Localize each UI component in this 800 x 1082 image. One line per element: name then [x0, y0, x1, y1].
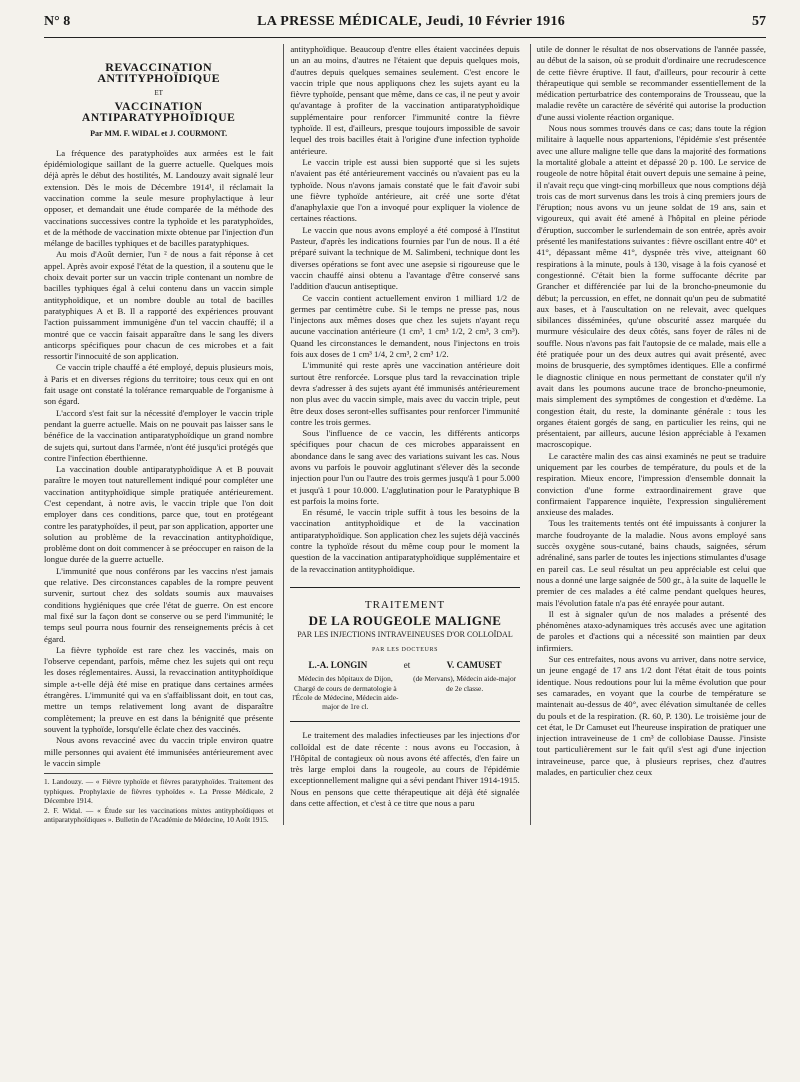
- article-heading-box: [290, 587, 519, 722]
- paragraph: Au mois d'Août dernier, l'un ² de nous a fait réponse à cet appel. Après avoir exposé l'état de la question, il a soutenu que le choix devait porter sur un vaccin triple contenant un nombre de bacilles typhiques égal à celui contenu dans un vaccin simple antityphoïdique, et un nombre double au total de bacilles paratyphiques A et B. Il a rapporté des expériences prouvant l'action puissamment immunigène d'un tel vaccin chauffé; il a montré que ce vaccin faisait apparaître dans le sang les divers anticorps spécifiques pour chacun de ces microbes et a fait ressortir l'innocuité de son application.: [44, 249, 274, 362]
- paragraph: L'accord s'est fait sur la nécessité d'employer le vaccin triple pendant la guerre actuelle. Mais on ne pouvait pas laisser sans le bénéfice de la vaccination antiparatyphoïdique un grand nombre de sujets qui, surtout dans l'armée, n'ont été jusqu'ici protégés que contre l'infection éberthienne.: [44, 407, 274, 463]
- paragraph: Ce vaccin contient actuellement environ 1 milliard 1/2 de germes par centimètre cube. Si le temps ne presse pas, nous l'injectons aux mêmes doses que chez les sujets n'ayant reçu aucune vaccination antérieure (1 cm³, 1 cm³ 1/2, 2 cm³, 3 cm³). Quand les circonstances le demandent, nous l'injectons en trois fois aux doses de 1 cm³ 1/4, 2 cm³, 2 cm³ 1/2.: [290, 292, 520, 360]
- heading-line1: TRAITEMENT: [364, 598, 446, 611]
- heading-line2: DE LA ROUGEOLE MALIGNE: [308, 613, 502, 629]
- paragraph: antityphoïdique. Beaucoup d'entre elles étaient vaccinées depuis un an au moins, d'autres ne l'étaient que depuis quelques mois, d'autres depuis quelques semaines seulement. C'est encore le vaccin triple que nous appliquons chez les sujets ayant eu la fièvre typhoïde, pensant que même, dans ce cas, il ne peut y avoir qu'avantage à profiter de la vaccination antiparatyphoïdique supplémentaire pour renforcer l'immunité contre la fièvre typhoïde. Il est, d'ailleurs, presque toujours impossible de savoir lequel des trois bacilles était à l'origine d'une infection typhoïde antérieure.: [290, 44, 520, 156]
- heading-line3: PAR LES INJECTIONS INTRAVEINEUSES D'OR COLLOÏDAL: [297, 629, 513, 639]
- paragraph: Nous nous sommes trouvés dans ce cas; dans toute la région militaire à laquelle nous appartenions, l'épidémie s'est présentée avec une allure maligne telle que dans la majorité des formations la mortalité globale a atteint et dépassé 20 p. 100. Le service de rougeole de notre hôpital était ouvert depuis une semaine à peine, il n'avait reçu que vingt-cinq morbilleux que nous comptions déjà trois cas de mort survenus dans les trois à cinq premiers jours de l'éruption; nous avons vu un jeune soldat de 19 ans, sain et vigoureux, qui avait été amené à l'hôpital en pleine période d'éruption, succomber le surlendemain de son entrée, après avoir présenté les manifestations suivantes : fièvre oscillant entre 40° et 41°, dépassant même 41°, dyspnée très vive, atteignant 60 respirations à la minute, pouls à 130, visage à la fois cyanosé et congestionné. C'était bien la forme suffocante décrite par Grancher et différenciée par lui de la broncho-pneumonie du début; la percussion, en effet, ne donnait qu'un peu de submatité aux bases, et à l'auscultation on ne relevait, avec quelques sibilances disséminées, qu'une obscurité assez marquée du murmure vésiculaire des deux côtés, sans foyer de râles ni de souffle. Nous n'avons pas fait l'autopsie de ce malade, mais elle a été pratiquée pour un des deux autres qui avait présenté, avec moins de brusquerie, des symptômes identiques. Elle a confirmé le diagnostic clinique en nous permettant de constater qu'il n'y avait dans les poumons aucune trace de broncho-pneumonie, mais simplement des symptômes de congestion et d'œdème. La congestion était, du reste, la dominante générale : tous les organes étaient gorgés de sang, en particulier les reins, qui ne présentaient, par ailleurs, aucune lésion appréciable à l'examen macroscopique.: [536, 123, 766, 450]
- paragraph: Le vaccin triple est aussi bien supporté que si les sujets n'avaient pas été antérieurement vaccinés ou n'avaient pas eu la typhoïde. Nous n'avons jamais constaté que le fait d'avoir subi une fièvre typhoïde antérieure, ait créé une sorte d'état d'anaphylaxie que l'on a invoqué pour expliquer la violence de certaines réactions.: [290, 156, 520, 224]
- paragraph: Le vaccin que nous avons employé a été composé à l'Institut Pasteur, d'après les indications fournies par l'un de nous. Il a été préparé suivant la technique de M. Salimbeni, technique dont les diverses opérations se font avec une asepsie si rigoureuse que le vaccin chauffé ainsi obtenu a l'avantage d'être conservé sans l'addition d'aucun antiseptique.: [290, 224, 520, 292]
- footnote: 2. F. Widal. — « Étude sur les vaccinations mixtes antityphoïdiques et antiparatyphoïdiques ». Bulletin de l'Académie de Médecine, 10 Août 1915.: [44, 805, 274, 825]
- page-header: [44, 0, 766, 38]
- author-2: V. CAMUSET: [446, 660, 502, 671]
- paragraph: Sur ces entrefaites, nous avons vu arriver, dans notre service, un jeune engagé de 17 ans 1/2 dont l'état était de tous points identique. Nous redoutions pour lui la même évolution que pour ses camarades, en voyant que la courbe de température se maintenait au-dessus de 40°, avec élévation simultanée de celles du pouls et de la respiration. (R. 60, P. 130). Le troisième jour de cet état, le Dr Camuset eut l'heureuse inspiration de pratiquer une injection intraveineuse de 1 cm³ de collobiase Dausse. J'insiste tout particulièrement sur le fait qu'il s'est agi d'une injection intraveineuse, parce que, à plusieurs reprises, chez d'autres malades, en particulier chez ceux: [536, 654, 766, 777]
- paragraph: Le traitement des maladies infectieuses par les injections d'or colloïdal est de date récente : nous avons eu l'occasion, à l'Hôpital de contagieux où nous avons été affectés, d'en faire un très large emploi dans la rougeole, au cours de l'épidémie exceptionnellement maligne qui a sévi pendant l'hiver 1914-1915. Nous en pensons que cette thérapeutique ait déjà été signalée dans cette affection, et c'est à ce titre que nous a paru: [290, 730, 520, 809]
- paragraph: L'immunité qui reste après une vaccination antérieure doit surtout être renforcée. Lorsque plus tard la revaccination triple devra s'adresser à des sujets ayant été immunisés antérieurement non plus avec du vaccin simple, mais avec du vaccin triple, peut être deux doses seront-elles suffisantes pour renforcer l'immunité contre les trois germes.: [290, 360, 520, 427]
- heading-authors: [290, 660, 519, 671]
- paragraph: L'immunité que nous conférons par les vaccins n'est jamais que relative. Des circonstances capables de la rompre peuvent survenir, surtout chez des soldats soumis aux mauvaises conditions hygiéniques que crée l'état de guerre. On est encore mal fixé sur la façon dont se conserve ou se perd l'immunité; le temps seul pourra nous fournir des renseignements précis à cet égard.: [44, 565, 274, 644]
- issue-number: N° 8: [44, 14, 71, 29]
- paragraph: Nous avons revacciné avec du vaccin triple environ quatre mille personnes qui avaient été immunisées antérieurement avec le vaccin simple: [44, 735, 274, 768]
- author-descriptions: [290, 674, 519, 711]
- paragraph: La fréquence des paratyphoïdes aux armées est le fait épidémiologique saillant de la guerre actuelle. Quelques mois déjà après le début des hostilités, M. Landouzy avait signalé leur extension. Dès le mois de Décembre 1914¹, il réclamait la vaccination comme la seule mesure prophylactique à leur opposer, et demandait une étude comparée de la méthode des vaccinations successives contre la typhoïde et les paratyphoïdes, et de la méthode de vaccination mixte obtenue par l'injection d'un mélange de bacilles typhiques et de bacilles paratyphiques.: [44, 147, 274, 249]
- author-1: L.-A. LONGIN: [308, 660, 368, 671]
- columns: [44, 38, 766, 825]
- paragraph: Il est à signaler qu'un de nos malades a présenté des phénomènes ataxo-adynamiques très accusés avec une agitation de paroles et d'actions qui a nécessité son maintien par deux infirmiers.: [536, 608, 766, 653]
- footnote: 1. Landouzy. — « Fièvre typhoïde et fièvres paratyphoïdes. Traitement des typhiques. Prophylaxie de fièvres typhoïdes ». La Presse Médicale, 2 Décembre 1914.: [44, 777, 274, 806]
- column-2: [283, 44, 519, 825]
- paragraph: Sous l'influence de ce vaccin, les différents anticorps spécifiques pour chacun de ces microbes apparaissent en abondance dans le sang avec des variations suivant les cas. Nous avons vu parfois le pouvoir agglutinant s'élever dès la seconde injection pour l'un ou l'autre des trois germes jusqu'à 1 pour 5.000 et jusqu'à 1 pour 10.000. L'agglutination pour le Paratyphique B est parfois la moins forte.: [290, 428, 520, 506]
- article-title-line2: VACCINATION ANTIPARATYPHOÏDIQUE: [81, 100, 236, 125]
- paragraph: Ce vaccin triple chauffé a été employé, depuis plusieurs mois, à Paris et en diverses régions du territoire; tous ceux qui en ont fait usage ont constaté la tolérance remarquable de l'organisme à son égard.: [44, 362, 274, 407]
- paragraph: En résumé, le vaccin triple suffit à tous les besoins de la vaccination antityphoïdique et de la vaccination antiparatyphoïdique. Son application chez les sujets déjà vaccinés contre la typhoïde résout du même coup pour le moment la question de la vaccination antiparatyphoïdique supplémentaire et de la revaccination antityphoïdique.: [290, 507, 520, 574]
- footnotes: [44, 773, 273, 825]
- author-1-desc: Médecin des hôpitaux de Dijon, Chargé de cours de dermatologie à l'École de Médecine, Médecin aide-major de 1re cl.: [292, 674, 399, 712]
- column-3: [530, 44, 766, 825]
- page-number: 57: [751, 14, 766, 29]
- article-title-et: ET: [154, 88, 163, 97]
- paragraph: La vaccination double antiparatyphoïdique A et B pouvait paraître le moyen tout naturellement indiqué pour compléter une vaccination antityphoïdique simple pratiquée antérieurement. C'est cependant, à notre avis, le vaccin triple que l'on doit employer dans ces conditions, parce que, tout en protégeant contre les paratyphoïdes, il peut, par son application, apporter une solution au problème de la revaccination antityphoïdique, problème dont on doit commencer à se préoccuper en raison de la longue durée de la guerre actuelle.: [44, 464, 274, 565]
- paragraph: La fièvre typhoïde est rare chez les vaccinés, mais on l'observe cependant, parfois, même chez les sujets qui ont reçu les doses réglementaires. Aussi, la revaccination antityphoïdique simple a-t-elle déjà été mise en pratique dans certaines armées étrangères. L'immunité qui va en s'affaiblissant doit, en tout cas, mettre un temps relativement long avant de disparaître complètement; la preuve en est dans la bénignité que présente souvent la typhoïde, lorsqu'elle éclate chez des vaccinés.: [44, 644, 274, 734]
- paragraph: utile de donner le résultat de nos observations de l'année passée, au début de la saison, où se produit d'ordinaire une recrudescence de cette fièvre éruptive. Il faut, d'ailleurs, pour recourir à cette thérapeutique qui semble se recommander essentiellement de la médication perturbatrice des contemporains de Trousseau, que la maladie revête un caractère de sévérité qui autorise la production d'une aussi violente réaction organique.: [536, 44, 766, 122]
- column-1: [44, 44, 273, 825]
- journal-title: LA PRESSE MÉDICALE, Jeudi, 10 Février 1916: [257, 14, 566, 29]
- heading-line4: PAR LES DOCTEURS: [371, 646, 439, 653]
- author-conjunction: et: [403, 660, 411, 671]
- article-authors: Par MM. F. WIDAL et J. COURMONT.: [90, 129, 228, 139]
- paragraph: Le caractère malin des cas ainsi examinés ne peut se traduire uniquement par les courbes de température, du pouls et de la respiration. Mieux encore, l'impression d'ensemble donnait la conviction d'une forme extraordinairement grave que confirmaient l'apparence inquiète, l'expression singulièrement anxieuse des malades.: [536, 450, 766, 518]
- author-2-desc: (de Mervans), Médecin aide-major de 2e classe.: [413, 674, 517, 693]
- article-title-line1: REVACCINATION ANTITYPHOÏDIQUE: [97, 60, 220, 86]
- paragraph: Tous les traitements tentés ont été impuissants à conjurer la marche foudroyante de la maladie. Nous avons employé sans succès oxygène sous-cutané, bains chauds, saignées, sérum adrénaliné, sans parler de toutes les injections stimulantes d'usage en pareil cas. Le seul résultat un peu appréciable est celui que nous a donné une large saignée de 500 gr., à la suite de laquelle le premier de ces malades a été calme pendant quelques heures, mais l'évolution fatale n'a pas été enrayée pour autant.: [536, 518, 766, 608]
